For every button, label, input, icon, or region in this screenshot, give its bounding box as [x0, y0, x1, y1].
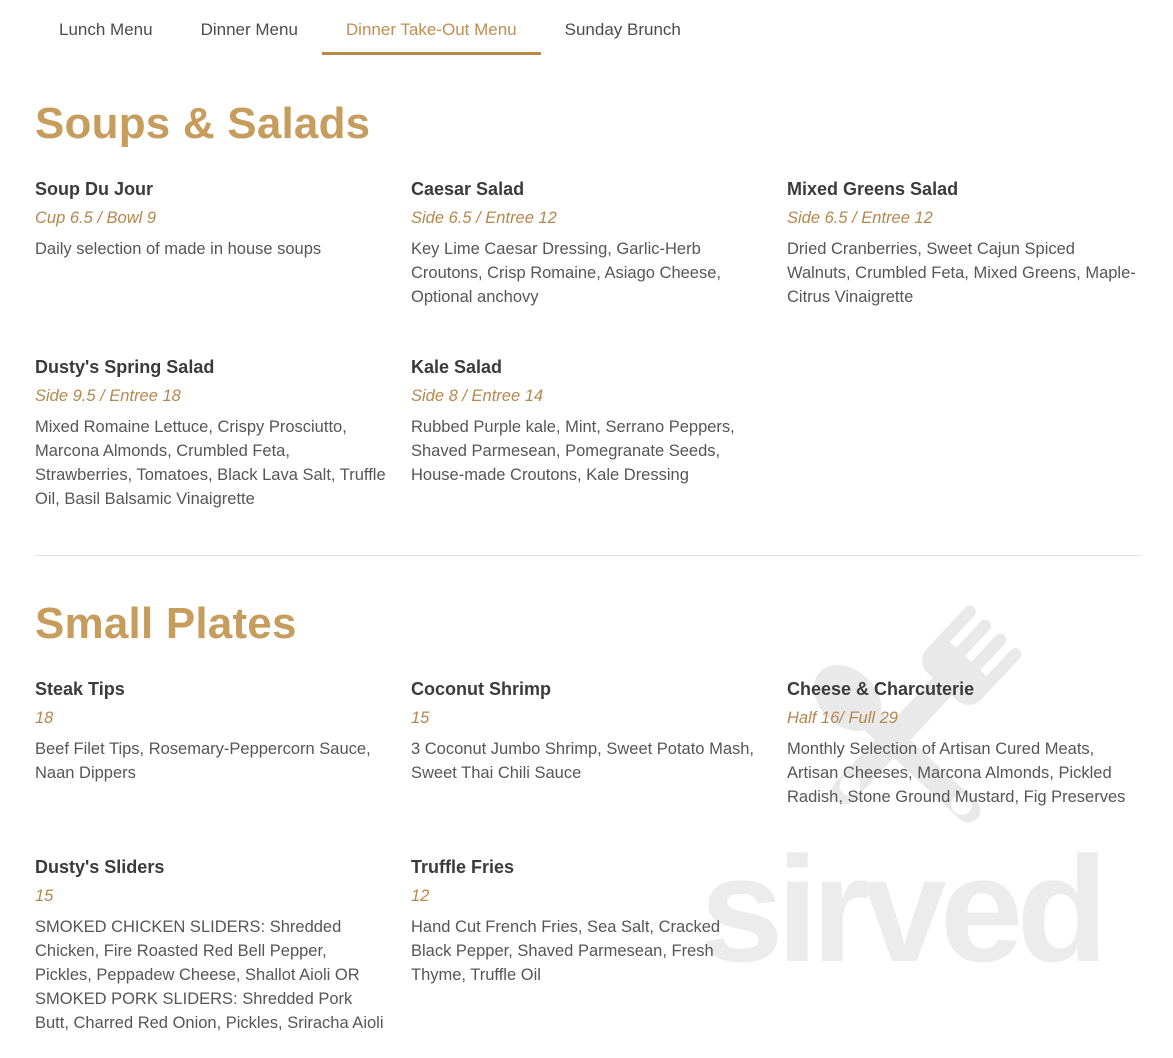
- tab-sunday-brunch[interactable]: Sunday Brunch: [564, 20, 681, 39]
- menu-tab-bar: [0, 0, 1173, 55]
- menu-item-description: Hand Cut French Fries, Sea Salt, Cracked Black Pepper, Shaved Parmesean, Fresh Thyme, Truffle Oil: [411, 918, 721, 984]
- menu-item-description: Rubbed Purple kale, Mint, Serrano Peppers, Shaved Parmesean, Pomegranate Seeds, House-made Croutons, Kale Dressing: [411, 418, 735, 484]
- menu-item-description: Monthly Selection of Artisan Cured Meats, Artisan Cheeses, Marcona Almonds, Pickled Radish, Stone Ground Mustard, Fig Preserves: [787, 740, 1126, 806]
- menu-item-price: Side 6.5 / Entree 12: [411, 209, 557, 227]
- section-divider: [35, 555, 1140, 556]
- menu-content: [0, 100, 1173, 1035]
- menu-item: [35, 677, 388, 809]
- menu-item-name: Dusty's Spring Salad: [35, 357, 215, 377]
- menu-item-price: Side 6.5 / Entree 12: [787, 209, 933, 227]
- menu-item-description: 3 Coconut Jumbo Shrimp, Sweet Potato Mash, Sweet Thai Chili Sauce: [411, 740, 755, 782]
- menu-item-price: 12: [411, 887, 430, 905]
- menu-item-price: Half 16/ Full 29: [787, 709, 898, 727]
- menu-item-description: Beef Filet Tips, Rosemary-Peppercorn Sauce, Naan Dippers: [35, 740, 371, 782]
- menu-item-name: Steak Tips: [35, 679, 125, 699]
- menu-item-price: 15: [411, 709, 430, 727]
- menu-item: [411, 355, 764, 511]
- tab-dinner-menu[interactable]: Dinner Menu: [200, 20, 298, 39]
- menu-item: [35, 355, 388, 511]
- menu-item-description: Key Lime Caesar Dressing, Garlic-Herb Croutons, Crisp Romaine, Asiago Cheese, Optional anchovy: [411, 240, 721, 306]
- menu-item-name: Kale Salad: [411, 357, 503, 377]
- menu-item: [787, 177, 1140, 309]
- menu-item-name: Cheese & Charcuterie: [787, 679, 975, 699]
- menu-item: [411, 855, 764, 1035]
- menu-item: [35, 177, 388, 309]
- section-title-small-plates: Small Plates: [35, 599, 297, 648]
- menu-item-name: Coconut Shrimp: [411, 679, 551, 699]
- menu-item-name: Caesar Salad: [411, 179, 525, 199]
- menu-item-description: Mixed Romaine Lettuce, Crispy Prosciutto, Marcona Almonds, Crumbled Feta, Strawberries, Tomatoes, Black Lava Salt, Truffle Oil, Basil Balsamic Vinaigrette: [35, 418, 386, 508]
- menu-item-price: 15: [35, 887, 54, 905]
- menu-item-name: Truffle Fries: [411, 857, 515, 877]
- small-plates-items: [35, 677, 1140, 1035]
- menu-item-description: SMOKED CHICKEN SLIDERS: Shredded Chicken, Fire Roasted Red Bell Pepper, Pickles, Peppadew Cheese, Shallot Aioli OR SMOKED PORK SLIDERS: Shredded Pork Butt, Charred Red Onion, Pickles, Sriracha Aioli: [35, 918, 384, 1032]
- menu-item-price: 18: [35, 709, 54, 727]
- sirved-watermark: sirved: [700, 825, 1102, 993]
- menu-item-name: Mixed Greens Salad: [787, 179, 959, 199]
- section-title-soups-salads: Soups & Salads: [35, 99, 371, 148]
- menu-item: [787, 677, 1140, 809]
- soups-salads-items: [35, 177, 1140, 511]
- menu-item-price: Cup 6.5 / Bowl 9: [35, 209, 157, 227]
- menu-item-price: Side 9.5 / Entree 18: [35, 387, 181, 405]
- menu-item-price: Side 8 / Entree 14: [411, 387, 544, 405]
- menu-item-description: Dried Cranberries, Sweet Cajun Spiced Walnuts, Crumbled Feta, Mixed Greens, Maple-Citrus Vinaigrette: [787, 240, 1136, 306]
- tab-lunch-menu[interactable]: Lunch Menu: [59, 20, 153, 39]
- menu-item-name: Soup Du Jour: [35, 179, 153, 199]
- menu-item: [411, 177, 764, 309]
- tab-dinner-take-out-menu[interactable]: Dinner Take-Out Menu: [322, 8, 541, 55]
- menu-item: [411, 677, 764, 809]
- menu-item-name: Dusty's Sliders: [35, 857, 165, 877]
- menu-item: [35, 855, 388, 1035]
- menu-item-description: Daily selection of made in house soups: [35, 240, 322, 258]
